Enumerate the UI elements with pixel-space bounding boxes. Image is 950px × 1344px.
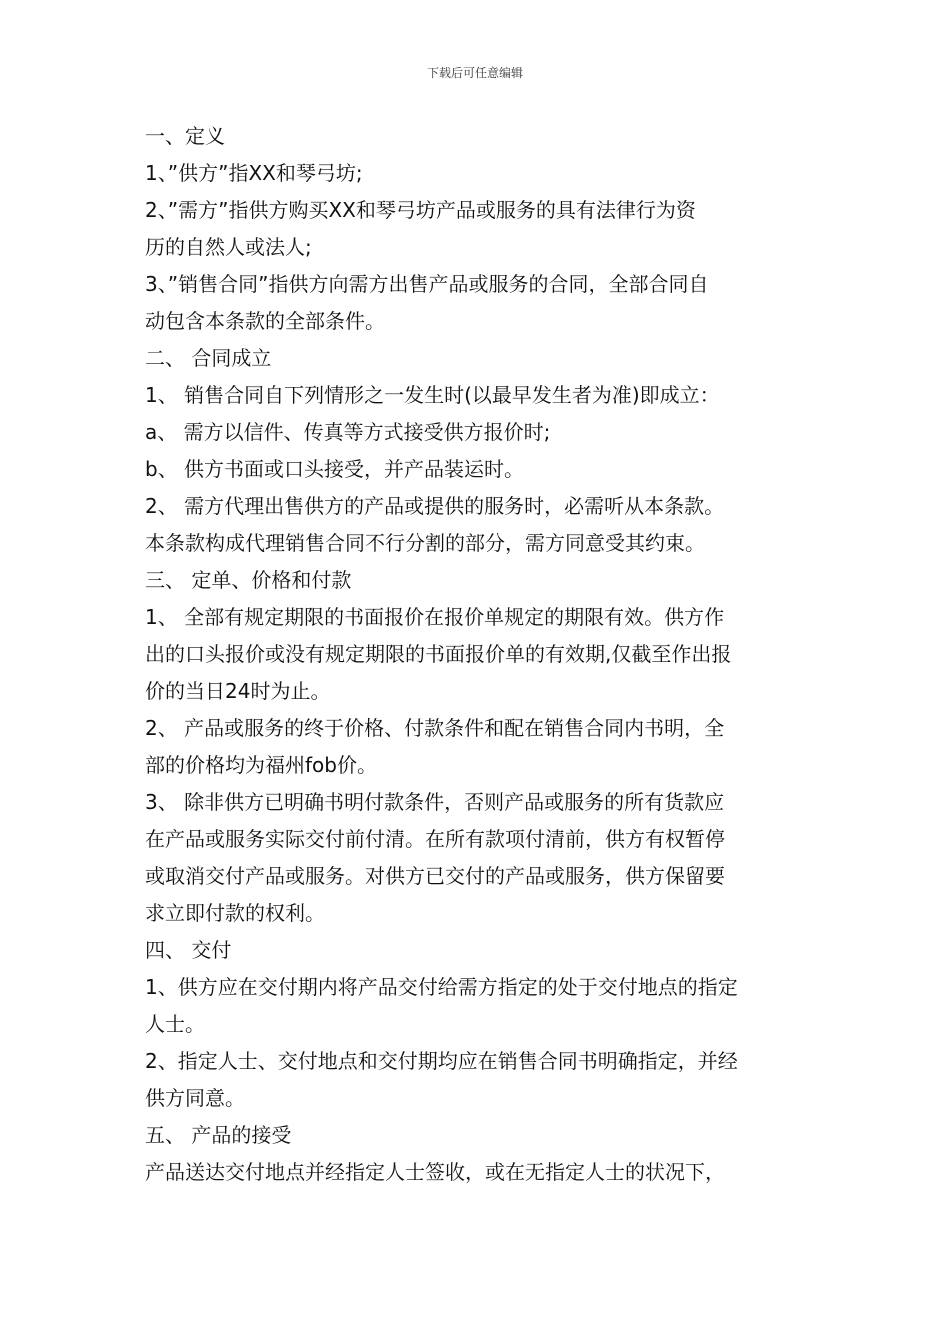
text-line: b、 供方书面或口头接受，并产品装运时。 (145, 457, 525, 481)
text-line: 1、 全部有规定期限的书面报价在报价单规定的期限有效。供方作 (145, 605, 725, 629)
document-body (145, 118, 809, 1191)
section-heading-contract-formation: 二、 合同成立 (145, 346, 272, 370)
text-line: 人士。 (145, 1012, 205, 1036)
text-line: 出的口头报价或没有规定期限的书面报价单的有效期,仅截至作出报 (145, 642, 732, 666)
section-heading-definitions: 一、定义 (145, 124, 225, 148)
text-line: 动包含本条款的全部条件。 (145, 309, 385, 333)
text-line: 3、”销售合同”指供方向需方出售产品或服务的合同，全部合同自 (145, 272, 709, 296)
text-line: 价的当日24时为止。 (145, 679, 331, 703)
text-line: a、 需方以信件、传真等方式接受供方报价时; (145, 420, 551, 444)
text-line: 1、”供方”指XX和琴弓坊; (145, 161, 363, 185)
text-line: 3、 除非供方已明确书明付款条件，否则产品或服务的所有货款应 (145, 790, 725, 814)
section-heading-delivery: 四、 交付 (145, 938, 232, 962)
text-line: 1、 销售合同自下列情形之一发生时(以最早发生者为准)即成立： (145, 383, 720, 407)
section-heading-acceptance: 五、 产品的接受 (145, 1123, 292, 1147)
text-line: 产品送达交付地点并经指定人士签收，或在无指定人士的状况下， (145, 1160, 725, 1184)
text-line: 历的自然人或法人; (145, 235, 312, 259)
text-line: 1、供方应在交付期内将产品交付给需方指定的处于交付地点的指定 (145, 975, 738, 999)
section-heading-orders-prices-payment: 三、 定单、价格和付款 (145, 568, 352, 592)
text-line: 2、 需方代理出售供方的产品或提供的服务时，必需听从本条款。 (145, 494, 725, 518)
text-line: 本条款构成代理销售合同不行分割的部分，需方同意受其约束。 (145, 531, 705, 555)
text-line: 在产品或服务实际交付前付清。在所有款项付清前，供方有权暂停 (145, 827, 725, 851)
text-line: 2、 产品或服务的终于价格、付款条件和配在销售合同内书明，全 (145, 716, 725, 740)
header-note: 下载后可任意编辑 (426, 66, 523, 80)
text-line: 供方同意。 (145, 1086, 245, 1110)
text-line: 或取消交付产品或服务。对供方已交付的产品或服务，供方保留要 (145, 864, 725, 888)
text-line: 2、指定人士、交付地点和交付期均应在销售合同书明确指定，并经 (145, 1049, 738, 1073)
text-line: 求立即付款的权利。 (145, 901, 325, 925)
text-line: 2、”需方”指供方购买XX和琴弓坊产品或服务的具有法律行为资 (145, 198, 696, 222)
text-line: 部的价格均为福州fob价。 (145, 753, 377, 777)
